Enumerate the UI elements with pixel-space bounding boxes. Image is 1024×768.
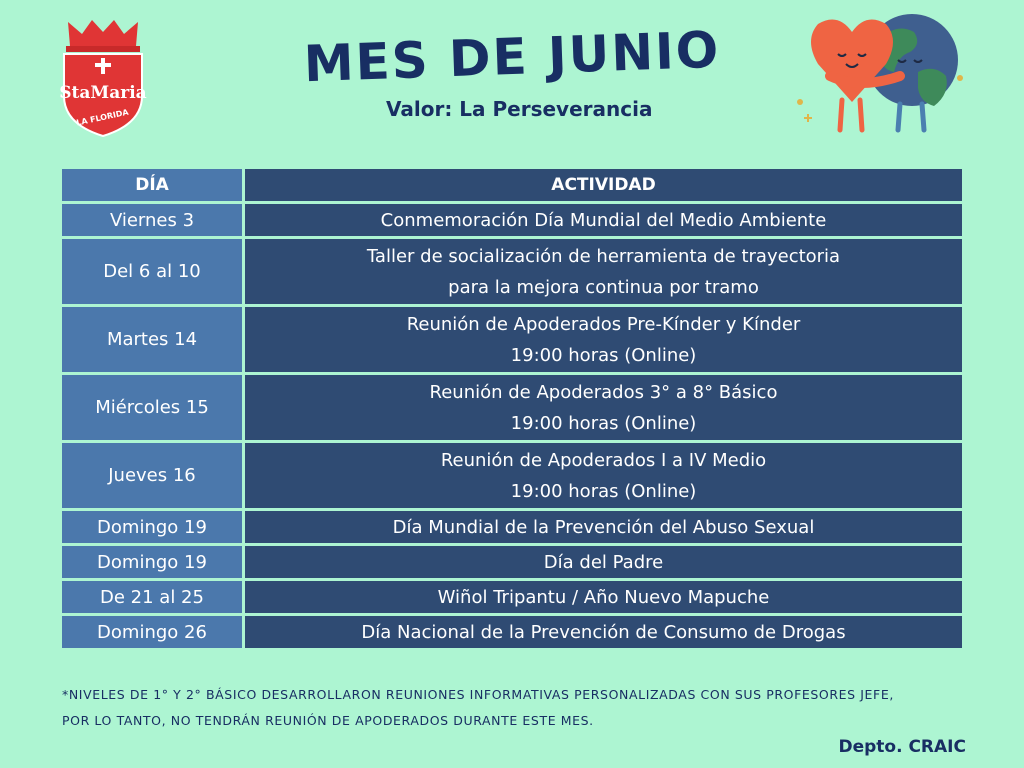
activity-cell: Día Nacional de la Prevención de Consumo de Drogas bbox=[244, 615, 964, 650]
table-row bbox=[61, 203, 964, 238]
department-signature: Depto. CRAIC bbox=[838, 737, 966, 757]
activity-cell: Día Mundial de la Prevención del Abuso Sexual bbox=[244, 510, 964, 545]
table-row bbox=[61, 442, 964, 510]
activity-line: para la mejora continua por tramo bbox=[448, 276, 759, 298]
footnote-line: POR LO TANTO, NO TENDRÁN REUNIÓN DE APODERADOS DURANTE ESTE MES. bbox=[62, 713, 594, 728]
day-cell: Miércoles 15 bbox=[61, 374, 244, 442]
table-row bbox=[61, 238, 964, 306]
activity-cell: Día del Padre bbox=[244, 545, 964, 580]
activity-line: 19:00 horas (Online) bbox=[510, 412, 697, 434]
footnote bbox=[62, 682, 982, 734]
day-cell: Del 6 al 10 bbox=[61, 238, 244, 306]
day-cell: Jueves 16 bbox=[61, 442, 244, 510]
activity-line: Taller de socialización de herramienta de trayectoria bbox=[366, 245, 841, 267]
footnote-line: *NIVELES DE 1° Y 2° BÁSICO DESARROLLARON REUNIONES INFORMATIVAS PERSONALIZADAS CON SUS PROFESORES JEFE, bbox=[62, 687, 894, 702]
day-cell: Domingo 19 bbox=[61, 510, 244, 545]
activities-table bbox=[59, 166, 965, 651]
day-cell: De 21 al 25 bbox=[61, 580, 244, 615]
logo-subtext: LA FLORIDA bbox=[75, 107, 130, 128]
column-header-activity: ACTIVIDAD bbox=[244, 168, 964, 203]
table-row bbox=[61, 510, 964, 545]
activity-cell bbox=[244, 238, 964, 306]
activity-cell: Wiñol Tripantu / Año Nuevo Mapuche bbox=[244, 580, 964, 615]
activity-line: Reunión de Apoderados Pre-Kínder y Kínder bbox=[406, 313, 801, 335]
table-row bbox=[61, 545, 964, 580]
logo-text: StaMaria bbox=[59, 83, 147, 103]
activity-cell bbox=[244, 306, 964, 374]
day-cell: Domingo 19 bbox=[61, 545, 244, 580]
activity-line: 19:00 horas (Online) bbox=[510, 344, 697, 366]
table-row bbox=[61, 615, 964, 650]
day-cell: Viernes 3 bbox=[61, 203, 244, 238]
table-row bbox=[61, 580, 964, 615]
activity-cell bbox=[244, 374, 964, 442]
page-title: MES DE JUNIO bbox=[302, 20, 722, 94]
activity-cell: Conmemoración Día Mundial del Medio Ambiente bbox=[244, 203, 964, 238]
day-cell: Domingo 26 bbox=[61, 615, 244, 650]
heart-earth-illustration bbox=[790, 14, 970, 138]
table-row bbox=[61, 306, 964, 374]
activity-line: Reunión de Apoderados I a IV Medio bbox=[440, 449, 767, 471]
activity-line: 19:00 horas (Online) bbox=[510, 480, 697, 502]
activity-cell bbox=[244, 442, 964, 510]
activity-line: Reunión de Apoderados 3° a 8° Básico bbox=[429, 381, 778, 403]
table-row bbox=[61, 374, 964, 442]
column-header-day: DÍA bbox=[61, 168, 244, 203]
day-cell: Martes 14 bbox=[61, 306, 244, 374]
page-subtitle: Valor: La Perseverancia bbox=[386, 97, 653, 121]
